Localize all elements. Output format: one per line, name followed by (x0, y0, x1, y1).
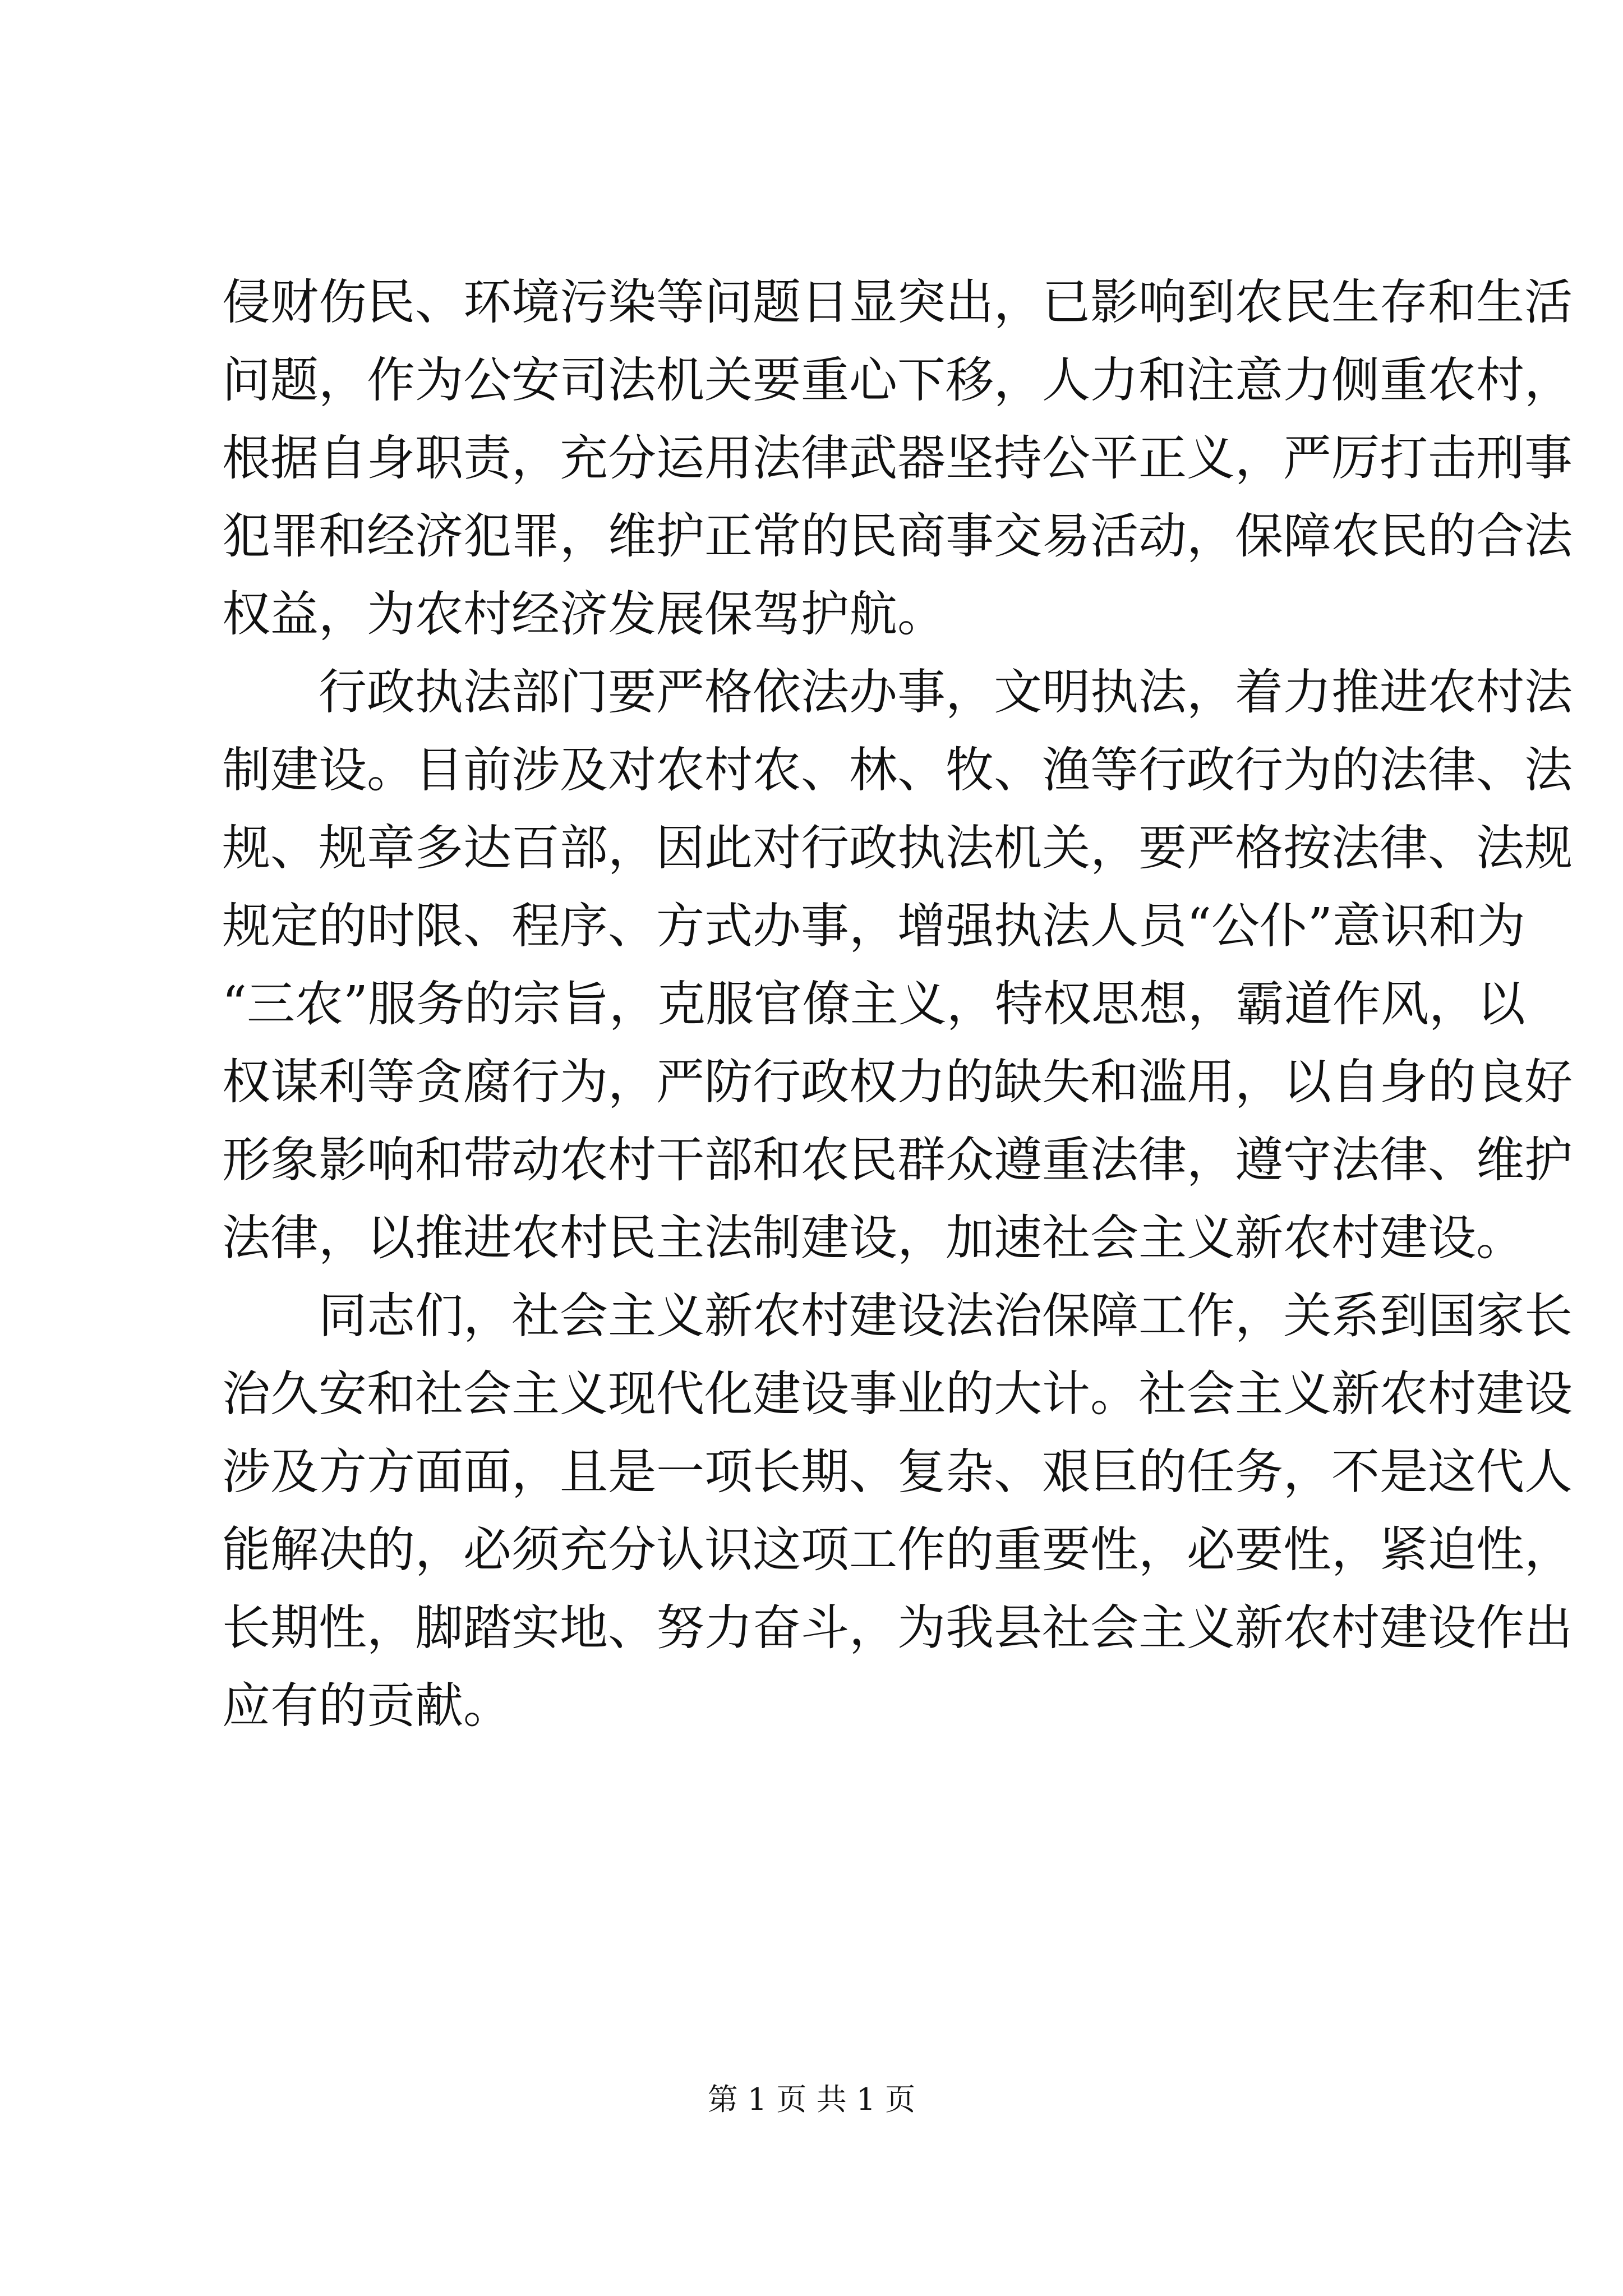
text-line: 权益，为农村经济发展保驾护航。 (222, 586, 946, 642)
text-line: 能解决的，必须充分认识这项工作的重要性，必要性，紧迫性， (222, 1522, 1573, 1578)
text-line: 形象影响和带动农村干部和农民群众遵重法律，遵守法律、维护 (222, 1132, 1573, 1188)
text-line: “三农”服务的宗旨，克服官僚主义，特权思想，霸道作风，以 (222, 976, 1525, 1032)
text-line: 长期性，脚踏实地、努力奋斗，为我县社会主义新农村建设作出 (222, 1600, 1573, 1656)
paragraph-1 (222, 264, 1573, 654)
text-line: 行政执法部门要严格依法办事，文明执法，着力推进农村法 (319, 664, 1573, 720)
text-line: 问题，作为公安司法机关要重心下移，人力和注意力侧重农村， (222, 352, 1573, 408)
text-line: 根据自身职责，充分运用法律武器坚持公平正义，严厉打击刑事 (222, 430, 1573, 486)
paragraph-2 (222, 654, 1573, 1277)
text-line: 法律，以推进农村民主法制建设，加速社会主义新农村建设。 (222, 1210, 1524, 1266)
text-line: 规、规章多达百部，因此对行政执法机关，要严格按法律、法规 (222, 820, 1573, 876)
text-line: 权谋利等贪腐行为，严防行政权力的缺失和滥用，以自身的良好 (222, 1054, 1573, 1110)
text-line: 犯罪和经济犯罪，维护正常的民商事交易活动，保障农民的合法 (222, 508, 1573, 564)
paragraph-3 (222, 1277, 1573, 1745)
page-footer: 第 1 页 共 1 页 (707, 2082, 916, 2117)
text-line: 侵财伤民、环境污染等问题日显突出，已影响到农民生存和生活 (222, 274, 1573, 330)
text-line: 规定的时限、程序、方式办事，增强执法人员“公仆”意识和为 (222, 898, 1525, 954)
text-line: 同志们，社会主义新农村建设法治保障工作，关系到国家长 (319, 1288, 1573, 1344)
text-line: 应有的贡献。 (222, 1678, 511, 1734)
text-line: 涉及方方面面，且是一项长期、复杂、艰巨的任务，不是这代人 (222, 1444, 1573, 1500)
text-line: 治久安和社会主义现代化建设事业的大计。社会主义新农村建设 (222, 1366, 1573, 1422)
document-body (222, 264, 1573, 1745)
text-line: 制建设。目前涉及对农村农、林、牧、渔等行政行为的法律、法 (222, 742, 1573, 798)
